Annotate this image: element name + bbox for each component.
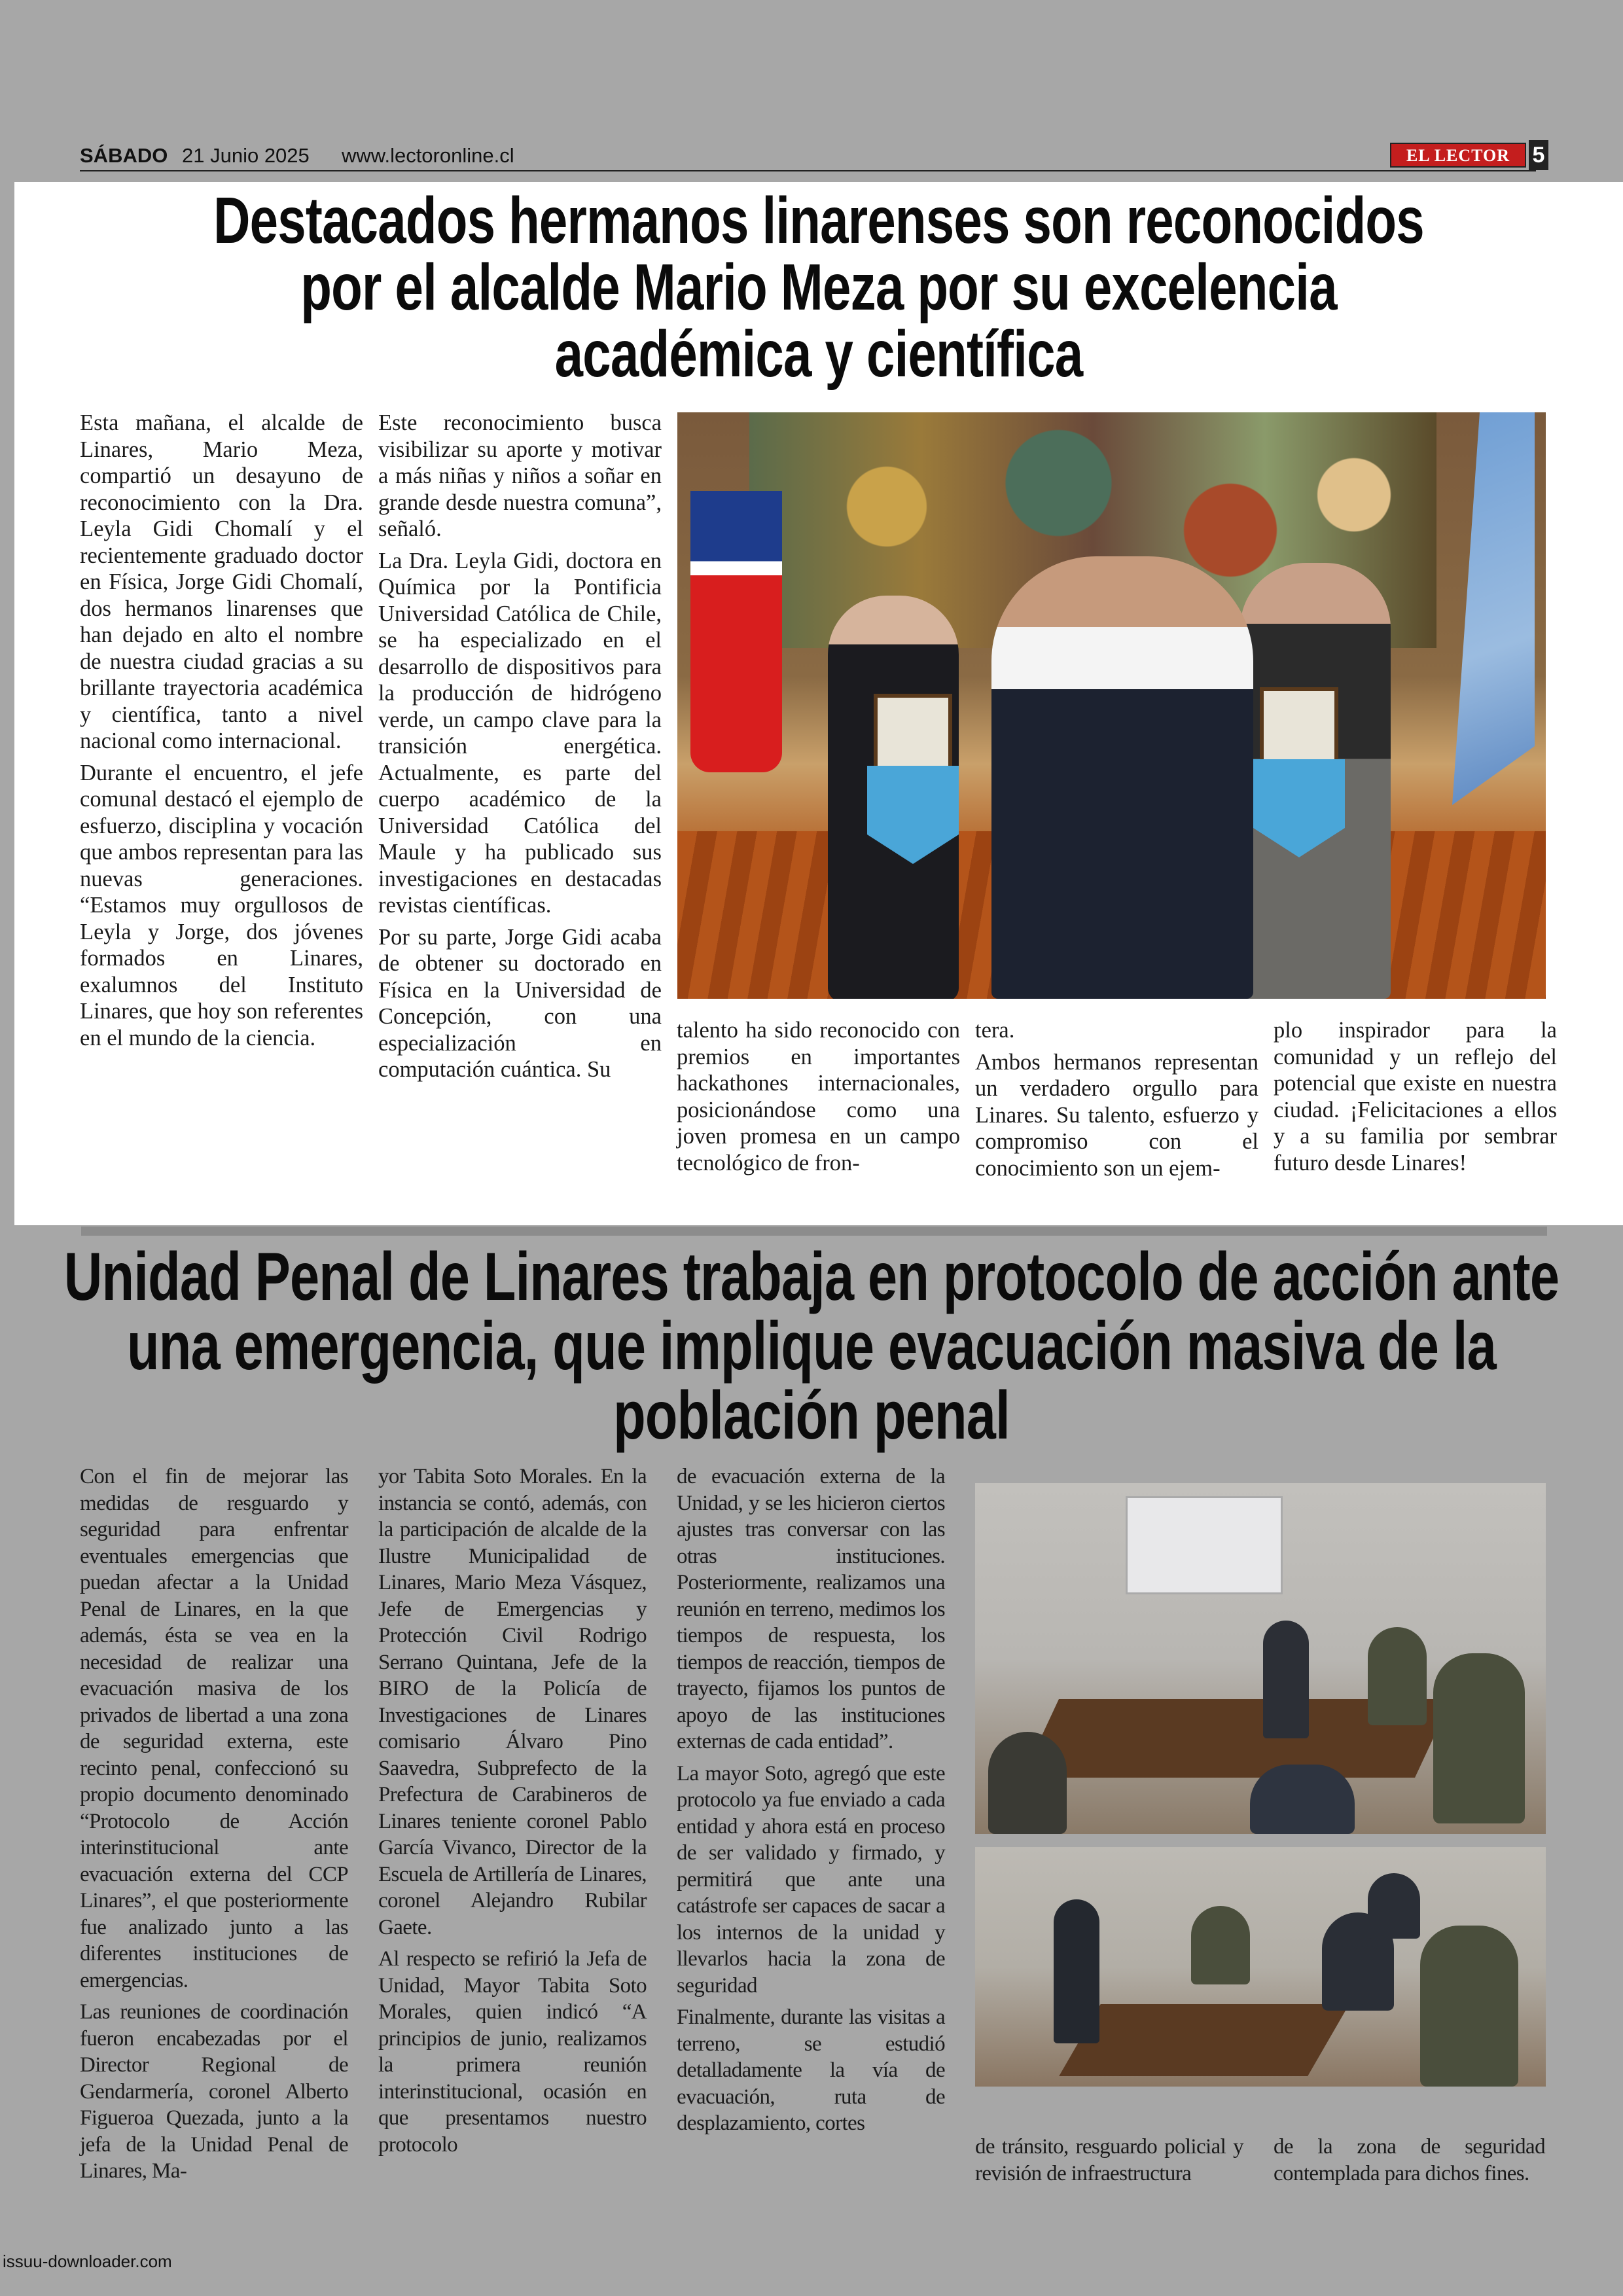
paragraph: La mayor Soto, agregó que este protocolo ya fue enviado a cada entidad y ahora está en proceso de ser validado y firmado, y permitirá que ante una catástrofe ser capaces de sacar a los internos de la unidad y llevarlos hacia la zona de seguridad — [677, 1761, 945, 1998]
paragraph: Finalmente, durante las visitas a terreno, se estudió detalladamente la vía de evacuación, ruta de desplazamiento, cortes — [677, 2005, 945, 2135]
person-standing — [1368, 1873, 1420, 1939]
paragraph: Ambos hermanos representan un verdadero orgullo para Linares. Su talento, esfuerzo y compromiso con el conocimiento son un ejem- — [975, 1049, 1258, 1181]
article-1-photo — [677, 412, 1546, 999]
paragraph: Esta mañana, el alcalde de Linares, Mario Meza, compartió un desayuno de reconocimiento con la Dra. Leyla Gidi Chomalí y el recientemente graduado doctor en Física, Jorge Gidi Chomalí, dos hermanos linarenses que han dejado en alto el nombre de nuestra ciudad gracias a su brillante trayectoria académica y científica, tanto a nivel nacional como internacional. — [80, 410, 363, 753]
article-1-column-4 — [975, 1017, 1258, 1187]
article-2-column-2 — [378, 1463, 647, 2163]
header-site-link[interactable]: www.lectoronline.cl — [342, 144, 514, 167]
paragraph: plo inspirador para la comunidad y un reflejo del potencial que existe en nuestra ciudad. ¡Felicitaciones a ellos y a su familia por sembrar futuro desde Linares! — [1274, 1018, 1557, 1175]
page-header — [80, 140, 1546, 173]
paragraph: Las reuniones de coordinación fueron encabezadas por el Director Regional de Gendarmería, coronel Alberto Figueroa Quezada, junto a la jefa de la Unidad Penal de Linares, Ma- — [80, 2000, 348, 2183]
article-2-photo-meeting — [975, 1483, 1546, 1834]
person-seated — [1433, 1653, 1525, 1823]
meeting-table — [1059, 2004, 1349, 2076]
chile-flag — [690, 491, 782, 772]
paragraph: tera. — [975, 1018, 1015, 1043]
paragraph: talento ha sido reconocido con premios en importantes hackathones internacionales, posicionándose como una joven promesa en un campo tecnológico de fron- — [677, 1018, 960, 1175]
article-2-headline: Unidad Penal de Linares trabaja en protocolo de acción ante una emergencia, que implique evacuación masiva de la población penal — [63, 1239, 1560, 1454]
paragraph: yor Tabita Soto Morales. En la instancia se contó, además, con la participación de alcalde de la Ilustre Municipalidad de Linares, Mario Meza Vásquez, Jefe de Emergencias y Protección Civil Rodrigo Serrano Quintana, Jefe de la BIRO de la Policía de Investigaciones de Linares comisario Álvaro Pino Saavedra, Subprefecto de la Prefectura de Carabineros de Linares teniente coronel Pablo García Vivanco, Director de la Escuela de Artillería de Linares, coronel Alejandro Rubilar Gaete. — [378, 1465, 647, 1939]
article-2-photo-table — [975, 1847, 1546, 2087]
article-2-column-5 — [1274, 2134, 1545, 2192]
paragraph: Con el fin de mejorar las medidas de resguardo y seguridad para enfrentar eventuales emergencias que puedan afectar a la Unidad Penal de Linares, en la que además, ésta se vea en la necesidad de realizar una evacuación masiva de los privados de libertad a una zona de seguridad externa, este recinto penal, confeccionó su propio documento denominado “Protocolo de Acción interinstitucional ante evacuación externa del CCP Linares”, el que posteriormente fue analizado junto a las diferentes instituciones de emergencias. — [80, 1465, 348, 1992]
person-seated — [1368, 1627, 1427, 1725]
paragraph: de evacuación externa de la Unidad, y se les hicieron ciertos ajustes tras conversar con las otras instituciones. Posteriormente, realizamos una reunión en terreno, medimos los tiempos de respuesta, los tiempos de reacción, tiempos de trayecto, fijamos los puntos de apoyo de las instituciones externas de cada entidad”. — [677, 1465, 945, 1753]
section-divider — [81, 1227, 1547, 1236]
paragraph: Al respecto se refirió la Jefa de Unidad, Mayor Tabita Soto Morales, quien indicó “A principios de junio, realizamos la primera reunión interinstitucional, ocasión en que presentamos nuestro protocolo — [378, 1947, 647, 2157]
person-standing — [1263, 1621, 1309, 1738]
article-2-column-4 — [975, 2134, 1243, 2192]
person-seated — [1420, 1926, 1518, 2087]
person-mayor — [991, 556, 1253, 999]
article-2-column-1 — [80, 1463, 348, 2190]
article-1-column-2 — [378, 410, 662, 1088]
header-day: SÁBADO — [80, 144, 168, 167]
article-1-headline: Destacados hermanos linarenses son reconocidos por el alcalde Mario Meza por su excelencia académica y científica — [213, 184, 1424, 391]
article-1-column-1 — [80, 410, 363, 1056]
paragraph: Por su parte, Jorge Gidi acaba de obtener su doctorado en Física en la Universidad de Concepción, con una especialización en computación cuántica. Su — [378, 924, 662, 1082]
paragraph: Durante el encuentro, el jefe comunal destacó el ejemplo de esfuerzo, disciplina y vocación que ambos representan para las nuevas generaciones. “Estamos muy orgullosos de Leyla y Jorge, dos jóvenes formados en Linares, exalumnos del Instituto Linares, que hoy son referentes en el mundo de la ciencia. — [80, 760, 363, 1050]
person-seated — [1250, 1765, 1355, 1834]
paragraph: Este reconocimiento busca visibilizar su aporte y motivar a más niñas y niños a soñar en grande desde nuestra comuna”, señaló. — [378, 410, 662, 541]
person-seated — [1191, 1906, 1250, 1984]
person-standing — [1054, 1899, 1099, 2043]
projection-screen — [1126, 1496, 1283, 1594]
paragraph: La Dra. Leyla Gidi, doctora en Química por la Pontificia Universidad Católica de Chile, se ha especializado en el desarrollo de dispositivos para la producción de hidrógeno verde, un campo clave para la transición energética. Actualmente, es parte del cuerpo académico de la Universidad Católica del Maule y ha publicado sus investigaciones en destacadas revistas científicas. — [378, 548, 662, 918]
article-1-column-3 — [677, 1017, 960, 1181]
article-2-column-3 — [677, 1463, 945, 2142]
header-date: 21 Junio 2025 — [182, 144, 310, 167]
newspaper-logo: EL LECTOR — [1390, 143, 1526, 168]
article-1-column-5 — [1274, 1017, 1557, 1181]
header-rule — [80, 170, 1536, 171]
person-seated — [988, 1732, 1067, 1834]
paragraph: de la zona de seguridad contemplada para dichos fines. — [1274, 2135, 1545, 2185]
city-flag — [1443, 412, 1535, 805]
paragraph: de tránsito, resguardo policial y revisión de infraestructura — [975, 2135, 1243, 2185]
page-number: 5 — [1529, 140, 1548, 170]
watermark-footer: issuu-downloader.com — [3, 2251, 172, 2271]
